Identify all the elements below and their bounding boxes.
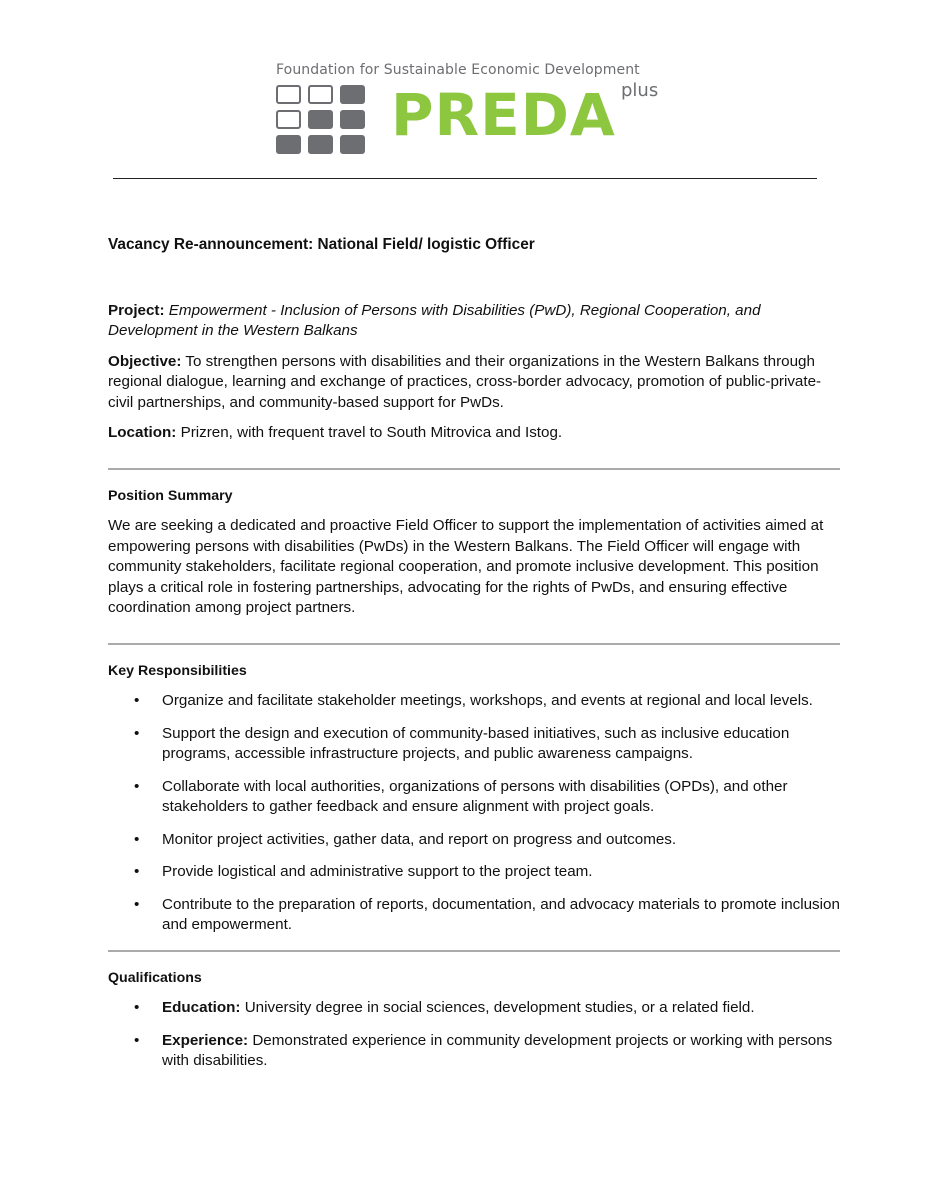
section-divider [108, 468, 840, 470]
list-item [108, 998, 840, 1019]
logo-square [308, 110, 333, 129]
responsibility-text: Provide logistical and administrative support to the project team. [162, 863, 593, 880]
bullet-icon: • [134, 777, 140, 795]
bullet-icon: • [134, 692, 140, 709]
bullet-icon: • [134, 724, 140, 742]
logo-square [276, 85, 301, 104]
section-divider [108, 643, 840, 645]
location-value: Prizren, with frequent travel to South Mitrovica and Istog. [180, 424, 563, 441]
key-responsibilities-heading: Key Responsibilities [108, 662, 247, 679]
logo-square [276, 110, 301, 129]
letterhead-logo [276, 62, 676, 158]
logo-square [276, 135, 301, 154]
location-label: Location: [108, 424, 177, 441]
position-summary-text: We are seeking a dedicated and proactive Field Officer to support the implementation of activities aimed at empowering persons with disabilities (PwDs) in the Western Balkans. The Field Officer will engage with community stakeholders, facilitate regional cooperation, and promote inclusive development. This position plays a critical role in fostering partnerships, advocating for the rights of PwDs, and ensuring effective coordination among project partners. [108, 517, 824, 616]
bullet-icon: • [134, 863, 140, 880]
list-item [108, 830, 840, 851]
objective-value: To strengthen persons with disabilities and their organizations in the Western Balkans through regional dialogue, learning and exchange of practices, cross-border advocacy, promotion of public-private-civil partnerships, and community-based support for PwDs. [108, 352, 822, 411]
objective-paragraph [108, 352, 840, 414]
bullet-icon: • [134, 1031, 140, 1049]
logo-square [340, 85, 365, 104]
objective-label: Objective: [108, 352, 182, 370]
project-paragraph [108, 301, 840, 342]
qualification-text: Demonstrated experience in community development projects or working with persons with disabilities. [162, 1031, 833, 1069]
responsibilities-list [108, 691, 840, 936]
project-value: Empowerment - Inclusion of Persons with Disabilities (PwD), Regional Cooperation, and Development in the Western Balkans [108, 301, 761, 339]
responsibility-text: Contribute to the preparation of reports, documentation, and advocacy materials to promote inclusion and empowerment. [162, 895, 840, 933]
section-divider [108, 950, 840, 952]
bullet-icon: • [134, 895, 140, 913]
position-summary-heading: Position Summary [108, 487, 233, 504]
responsibility-text: Collaborate with local authorities, organizations of persons with disabilities (OPDs), and other stakeholders to gather feedback and ensure alignment with project goals. [162, 777, 788, 815]
responsibility-text: Monitor project activities, gather data, and report on progress and outcomes. [162, 830, 677, 848]
responsibility-text: Support the design and execution of community-based initiatives, such as inclusive education programs, accessible infrastructure projects, and public awareness campaigns. [162, 724, 790, 762]
project-label: Project: [108, 301, 165, 319]
logo-grid-icon [276, 85, 366, 155]
bullet-icon: • [134, 999, 140, 1016]
qualification-text: University degree in social sciences, development studies, or a related field. [244, 999, 755, 1016]
qualifications-heading: Qualifications [108, 969, 202, 986]
vacancy-document [108, 235, 840, 1084]
qualifications-list [108, 998, 840, 1072]
organization-name: Foundation for Sustainable Economic Development [276, 62, 640, 78]
list-item [108, 691, 840, 712]
logo-square [308, 135, 333, 154]
list-item [108, 895, 840, 936]
brand-wordmark: PREDA [391, 81, 616, 149]
responsibility-text: Organize and facilitate stakeholder meetings, workshops, and events at regional and local levels. [162, 692, 813, 709]
list-item [108, 777, 840, 818]
location-paragraph [108, 423, 840, 444]
list-item [108, 862, 840, 883]
logo-square [340, 135, 365, 154]
list-item [108, 1031, 840, 1072]
header-divider [113, 178, 817, 179]
logo-square [340, 110, 365, 129]
document-title: Vacancy Re-announcement: National Field/ logistic Officer [108, 236, 535, 253]
qualification-label: Education: [162, 999, 241, 1016]
list-item [108, 724, 840, 765]
brand-suffix: plus [621, 80, 659, 101]
bullet-icon: • [134, 830, 140, 848]
logo-square [308, 85, 333, 104]
qualification-label: Experience: [162, 1031, 249, 1049]
